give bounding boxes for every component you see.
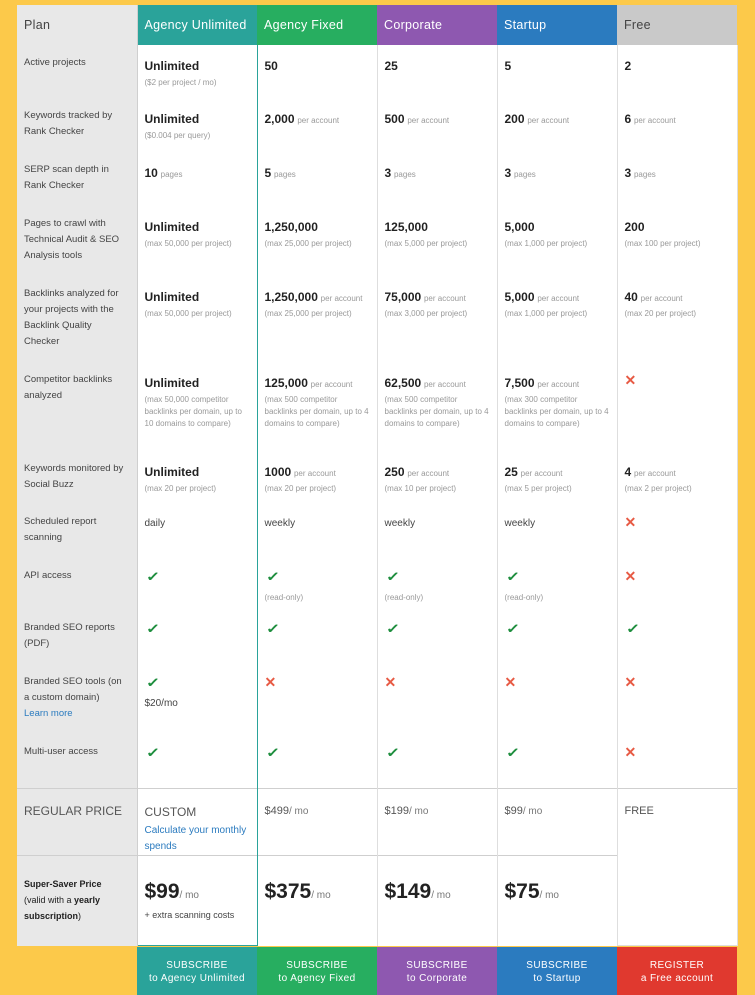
feature-value: 250 — [385, 465, 405, 479]
feature-text: weekly — [385, 518, 416, 529]
feature-value: 25 — [385, 59, 398, 73]
feature-value: 4 — [625, 465, 632, 479]
plan-header-corporate: Corporate — [377, 5, 497, 45]
subscribe-startup-button[interactable] — [497, 947, 617, 995]
feature-unit: per account — [521, 469, 563, 478]
super-saver-corporate — [377, 856, 497, 946]
feature-note: (max 1,000 per project) — [505, 308, 610, 320]
feature-row — [17, 451, 737, 504]
regular-price-value: $499 — [265, 805, 289, 817]
feature-value-cell — [497, 664, 617, 734]
feature-value-cell — [497, 734, 617, 788]
feature-note: (max 500 competitor backlinks per domain, up to 4 domains to compare) — [265, 394, 370, 430]
feature-label — [17, 98, 137, 152]
per-month-label: / mo — [289, 806, 308, 817]
feature-value-cell — [257, 734, 377, 788]
feature-value: 7,500 — [505, 376, 535, 390]
super-saver-price: $99 — [145, 880, 180, 903]
checkmark-icon: ✓ — [385, 570, 399, 583]
feature-note: (max 10 per project) — [385, 483, 490, 495]
per-month-label: / mo — [180, 890, 199, 901]
feature-value-cell — [377, 504, 497, 558]
feature-value: Unlimited — [145, 220, 200, 234]
checkmark-icon: ✓ — [145, 622, 159, 635]
subscribe-agency-fixed-button[interactable] — [257, 947, 377, 995]
feature-value: 500 — [385, 112, 405, 126]
feature-label — [17, 451, 137, 504]
regular-price-value: $199 — [385, 805, 409, 817]
feature-value-cell — [377, 98, 497, 152]
super-saver-agency-fixed — [257, 856, 377, 946]
feature-value: 1,250,000 — [265, 220, 318, 234]
feature-unit: per account — [311, 380, 353, 389]
feature-row — [17, 45, 737, 98]
feature-value-cell — [377, 362, 497, 451]
feature-value: 75,000 — [385, 290, 422, 304]
button-cell — [137, 946, 257, 995]
feature-value-cell — [257, 276, 377, 362]
feature-value: Unlimited — [145, 376, 200, 390]
super-saver-title: Super-Saver Price — [24, 879, 102, 889]
super-saver-close: ) — [78, 911, 81, 921]
button-line1: REGISTER — [650, 960, 704, 971]
regular-price-custom: CUSTOM — [145, 805, 197, 819]
feature-label — [17, 362, 137, 451]
feature-value: 3 — [385, 166, 392, 180]
feature-label — [17, 504, 137, 558]
cross-icon: ✕ — [625, 676, 637, 689]
button-line1: SUBSCRIBE — [286, 960, 347, 971]
feature-value-cell — [497, 152, 617, 206]
feature-text: weekly — [265, 518, 296, 529]
feature-note: (max 1,000 per project) — [505, 238, 610, 250]
extra-costs-note: + extra scanning costs — [145, 910, 235, 920]
super-saver-yearly: yearly subscription — [24, 895, 100, 921]
super-saver-price: $375 — [265, 880, 312, 903]
feature-note: (max 50,000 per project) — [145, 308, 250, 320]
regular-price-agency-unlimited — [137, 788, 257, 856]
pricing-table — [17, 5, 738, 995]
feature-label — [17, 206, 137, 276]
feature-value: 200 — [625, 220, 645, 234]
feature-label — [17, 734, 137, 788]
regular-price-free: FREE — [617, 788, 737, 946]
feature-value: Unlimited — [145, 112, 200, 126]
feature-text: weekly — [505, 518, 536, 529]
regular-price-row — [17, 788, 737, 856]
feature-value-cell — [377, 664, 497, 734]
feature-value: 1000 — [265, 465, 292, 479]
feature-row — [17, 152, 737, 206]
feature-value: 200 — [505, 112, 525, 126]
feature-value: 5 — [505, 59, 512, 73]
pricing-table-container — [17, 5, 737, 995]
checkmark-icon: ✓ — [625, 622, 639, 635]
feature-row — [17, 276, 737, 362]
feature-value: 5,000 — [505, 220, 535, 234]
feature-row — [17, 558, 737, 610]
feature-note: (max 20 per project) — [145, 483, 250, 495]
feature-note: (read-only) — [385, 592, 490, 604]
feature-text: $20/mo — [145, 696, 250, 711]
plan-header-label: Plan — [17, 5, 137, 45]
feature-value-cell — [137, 504, 257, 558]
checkmark-icon: ✓ — [505, 746, 519, 759]
feature-unit: per account — [424, 380, 466, 389]
feature-unit: per account — [321, 294, 363, 303]
feature-value-cell — [617, 152, 737, 206]
cross-icon: ✕ — [625, 516, 637, 529]
super-saver-agency-unlimited — [137, 856, 257, 946]
feature-unit: pages — [514, 170, 536, 179]
feature-value-cell — [377, 45, 497, 98]
feature-value-cell — [137, 45, 257, 98]
plan-header-agency-unlimited: Agency Unlimited — [137, 5, 257, 45]
button-line1: SUBSCRIBE — [166, 960, 227, 971]
feature-value-cell — [497, 276, 617, 362]
feature-row — [17, 504, 737, 558]
feature-note: (max 5,000 per project) — [385, 238, 490, 250]
feature-label-text: Backlinks analyzed for your projects with the Backlink Quality Checker — [24, 288, 119, 347]
buttons-spacer — [17, 946, 137, 995]
feature-value: 1,250,000 — [265, 290, 318, 304]
feature-value: 3 — [505, 166, 512, 180]
feature-value: Unlimited — [145, 290, 200, 304]
per-month-label: / mo — [540, 890, 559, 901]
cross-icon: ✕ — [625, 374, 637, 387]
super-saver-price: $149 — [385, 880, 432, 903]
feature-label — [17, 664, 137, 734]
feature-value-cell — [137, 276, 257, 362]
feature-value: 2,000 — [265, 112, 295, 126]
button-cell — [257, 946, 377, 995]
per-month-label: / mo — [311, 890, 330, 901]
feature-value-cell — [617, 610, 737, 664]
feature-value: 125,000 — [385, 220, 428, 234]
per-month-label: / mo — [431, 890, 450, 901]
feature-value-cell — [497, 610, 617, 664]
feature-note: (max 50,000 competitor backlinks per domain, up to 10 domains to compare) — [145, 394, 250, 430]
feature-value-cell — [377, 734, 497, 788]
feature-value-cell — [137, 362, 257, 451]
feature-note: (max 100 per project) — [625, 238, 730, 250]
per-month-label: / mo — [409, 806, 428, 817]
checkmark-icon: ✓ — [145, 570, 159, 583]
feature-value: 10 — [145, 166, 158, 180]
feature-label-text: Branded SEO reports (PDF) — [24, 622, 115, 649]
feature-unit: per account — [634, 116, 676, 125]
feature-value-cell — [377, 276, 497, 362]
checkmark-icon: ✓ — [145, 676, 159, 689]
feature-unit: per account — [297, 116, 339, 125]
feature-note: (max 3,000 per project) — [385, 308, 490, 320]
feature-value: Unlimited — [145, 465, 200, 479]
feature-value-cell — [257, 206, 377, 276]
feature-label — [17, 610, 137, 664]
feature-row — [17, 362, 737, 451]
feature-value-cell — [497, 206, 617, 276]
feature-value-cell — [617, 362, 737, 451]
feature-label — [17, 45, 137, 98]
feature-value-cell — [377, 610, 497, 664]
feature-unit: per account — [537, 380, 579, 389]
checkmark-icon: ✓ — [265, 570, 279, 583]
register-free-button[interactable] — [617, 947, 737, 995]
feature-value: 25 — [505, 465, 518, 479]
feature-value: 40 — [625, 290, 638, 304]
plan-header-free: Free — [617, 5, 737, 45]
feature-label-text: Branded SEO tools (on a custom domain) — [24, 676, 122, 703]
feature-unit: per account — [407, 469, 449, 478]
feature-value-cell — [497, 504, 617, 558]
feature-value: 62,500 — [385, 376, 422, 390]
feature-value: Unlimited — [145, 59, 200, 73]
feature-value-cell — [137, 206, 257, 276]
feature-value-cell — [617, 664, 737, 734]
plans-header-row — [17, 5, 737, 45]
feature-value: 5 — [265, 166, 272, 180]
feature-value-cell — [617, 451, 737, 504]
cross-icon: ✕ — [505, 676, 517, 689]
feature-label-text: SERP scan depth in Rank Checker — [24, 164, 109, 191]
feature-value-cell — [377, 451, 497, 504]
feature-value-cell — [137, 451, 257, 504]
feature-label-text: Keywords monitored by Social Buzz — [24, 463, 123, 490]
super-saver-condition: (valid with a — [24, 895, 74, 905]
feature-value-cell — [257, 152, 377, 206]
feature-label-text: Multi-user access — [24, 746, 98, 757]
feature-label-text: Scheduled report scanning — [24, 516, 96, 543]
feature-label — [17, 276, 137, 362]
feature-unit: per account — [634, 469, 676, 478]
button-line1: SUBSCRIBE — [406, 960, 467, 971]
feature-value-cell — [377, 206, 497, 276]
feature-value-cell — [257, 362, 377, 451]
feature-value-cell — [257, 664, 377, 734]
feature-value: 5,000 — [505, 290, 535, 304]
feature-value: 50 — [265, 59, 278, 73]
feature-value-cell — [377, 558, 497, 610]
super-saver-label — [17, 856, 137, 946]
feature-value: 2 — [625, 59, 632, 73]
feature-unit: pages — [274, 170, 296, 179]
feature-value-cell — [137, 558, 257, 610]
feature-value-cell — [497, 45, 617, 98]
feature-value-cell — [617, 504, 737, 558]
feature-value-cell — [617, 276, 737, 362]
feature-note: (max 2 per project) — [625, 483, 730, 495]
feature-note: (max 20 per project) — [265, 483, 370, 495]
feature-value: 3 — [625, 166, 632, 180]
plan-header-startup: Startup — [497, 5, 617, 45]
feature-note: (max 25,000 per project) — [265, 308, 370, 320]
feature-value-cell — [497, 362, 617, 451]
checkmark-icon: ✓ — [505, 622, 519, 635]
cross-icon: ✕ — [625, 746, 637, 759]
button-line1: SUBSCRIBE — [526, 960, 587, 971]
feature-value-cell — [137, 152, 257, 206]
feature-label-text: Competitor backlinks analyzed — [24, 374, 112, 401]
feature-value-cell — [257, 558, 377, 610]
feature-value-cell — [137, 664, 257, 734]
feature-row — [17, 734, 737, 788]
feature-value-cell — [617, 734, 737, 788]
feature-value-cell — [257, 504, 377, 558]
button-line2: a Free account — [641, 973, 713, 984]
feature-label-text: Active projects — [24, 57, 86, 68]
super-saver-startup — [497, 856, 617, 946]
feature-unit: per account — [424, 294, 466, 303]
feature-value-cell — [257, 45, 377, 98]
feature-value-cell — [257, 98, 377, 152]
feature-value-cell — [137, 734, 257, 788]
cross-icon: ✕ — [625, 570, 637, 583]
subscribe-buttons-row — [17, 946, 737, 995]
feature-label — [17, 152, 137, 206]
feature-value-cell — [617, 98, 737, 152]
feature-value-cell — [137, 98, 257, 152]
feature-value-cell — [497, 558, 617, 610]
feature-note: (read-only) — [505, 592, 610, 604]
feature-note: (max 50,000 per project) — [145, 238, 250, 250]
feature-unit: per account — [294, 469, 336, 478]
feature-row — [17, 610, 737, 664]
calculate-spends-link[interactable]: Calculate your monthly spends — [145, 823, 250, 855]
feature-unit: per account — [537, 294, 579, 303]
feature-note: (read-only) — [265, 592, 370, 604]
feature-unit: pages — [394, 170, 416, 179]
button-cell — [497, 946, 617, 995]
subscribe-corporate-button[interactable] — [377, 947, 497, 995]
cross-icon: ✕ — [385, 676, 397, 689]
regular-price-agency-fixed — [257, 788, 377, 856]
regular-price-label: REGULAR PRICE — [17, 788, 137, 856]
checkmark-icon: ✓ — [265, 746, 279, 759]
feature-row — [17, 664, 737, 734]
feature-label-text: Keywords tracked by Rank Checker — [24, 110, 112, 137]
feature-row — [17, 98, 737, 152]
feature-row — [17, 206, 737, 276]
regular-price-value: $99 — [505, 805, 523, 817]
button-cell — [377, 946, 497, 995]
button-line2: to Startup — [533, 973, 580, 984]
button-line2: to Corporate — [407, 973, 467, 984]
feature-value-cell — [617, 45, 737, 98]
checkmark-icon: ✓ — [265, 622, 279, 635]
feature-unit: per account — [407, 116, 449, 125]
feature-note: (max 20 per project) — [625, 308, 730, 320]
per-month-label: / mo — [523, 806, 542, 817]
button-cell — [617, 946, 737, 995]
button-line2: to Agency Unlimited — [149, 973, 245, 984]
button-line2: to Agency Fixed — [278, 973, 355, 984]
feature-value-cell — [137, 610, 257, 664]
feature-note: (max 5 per project) — [505, 483, 610, 495]
feature-value-cell — [257, 610, 377, 664]
checkmark-icon: ✓ — [385, 746, 399, 759]
feature-note: ($2 per project / mo) — [145, 77, 250, 89]
checkmark-icon: ✓ — [145, 746, 159, 759]
learn-more-link[interactable]: Learn more — [24, 708, 73, 719]
feature-value-cell — [497, 98, 617, 152]
feature-note: (max 500 competitor backlinks per domain, up to 4 domains to compare) — [385, 394, 490, 430]
feature-value: 6 — [625, 112, 632, 126]
feature-value-cell — [257, 451, 377, 504]
checkmark-icon: ✓ — [385, 622, 399, 635]
feature-unit: per account — [527, 116, 569, 125]
regular-price-startup — [497, 788, 617, 856]
feature-value-cell — [497, 451, 617, 504]
feature-note: (max 25,000 per project) — [265, 238, 370, 250]
feature-label-text: Pages to crawl with Technical Audit & SEO Analysis tools — [24, 218, 119, 261]
feature-value-cell — [617, 558, 737, 610]
feature-unit: pages — [634, 170, 656, 179]
feature-label — [17, 558, 137, 610]
feature-rows — [17, 45, 737, 788]
subscribe-agency-unlimited-button[interactable] — [137, 947, 257, 995]
feature-unit: pages — [161, 170, 183, 179]
regular-price-corporate — [377, 788, 497, 856]
feature-value-cell — [377, 152, 497, 206]
feature-value: 125,000 — [265, 376, 308, 390]
plan-header-agency-fixed: Agency Fixed — [257, 5, 377, 45]
feature-note: (max 300 competitor backlinks per domain, up to 4 domains to compare) — [505, 394, 610, 430]
super-saver-price: $75 — [505, 880, 540, 903]
feature-text: daily — [145, 518, 166, 529]
cross-icon: ✕ — [265, 676, 277, 689]
feature-value-cell — [617, 206, 737, 276]
checkmark-icon: ✓ — [505, 570, 519, 583]
feature-label-text: API access — [24, 570, 72, 581]
feature-note: ($0.004 per query) — [145, 130, 250, 142]
feature-unit: per account — [641, 294, 683, 303]
